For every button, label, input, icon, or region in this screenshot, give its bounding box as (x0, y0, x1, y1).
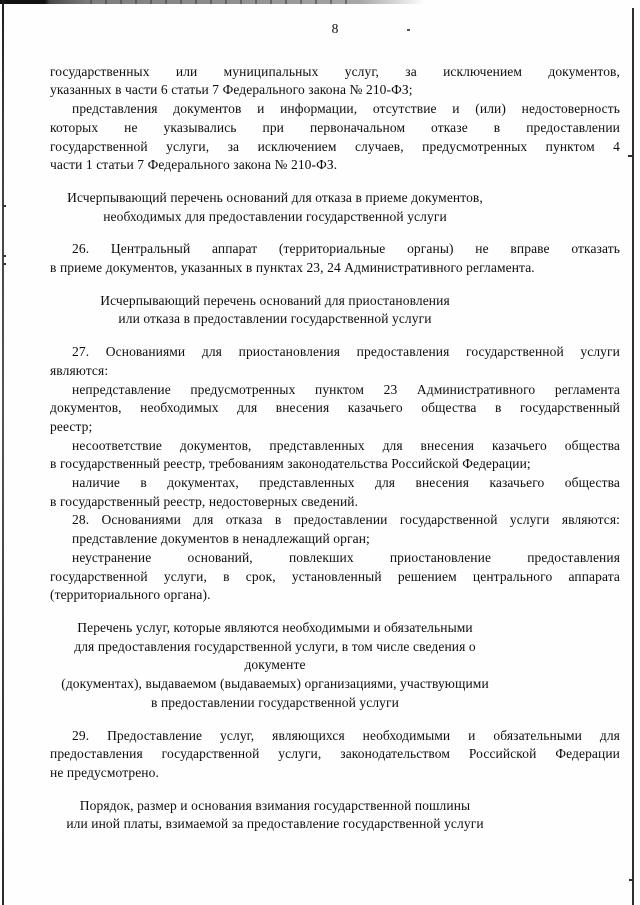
paragraph-line: в приеме документов, указанных в пунктах 23, 24 Административного регламента. (50, 260, 535, 276)
paragraph-line: в государственный реестр, недостоверных сведений. (50, 493, 359, 509)
body-paragraph (50, 343, 620, 380)
paragraph-line: являются: (50, 362, 109, 378)
paragraph-line: в государственный реестр, требованиям законодательства Российской Федерации; (50, 456, 531, 472)
section-heading (50, 619, 500, 713)
body-paragraph (50, 240, 620, 277)
heading-line: Перечень услуг, которые являются необходимыми и обязательными (77, 619, 473, 635)
body-paragraph (50, 549, 620, 605)
paragraph-line: наличие в документах, представленных для внесения казачьего общества (72, 475, 620, 491)
body-paragraph (50, 437, 620, 474)
section-heading (50, 292, 500, 329)
heading-line: или иной платы, взимаемой за предоставление государственной услуги (66, 816, 484, 832)
paragraph-line: не предусмотрено. (50, 764, 159, 780)
paragraph-line: несоответствие документов, представленных для внесения казачьего общества (72, 437, 620, 453)
body-paragraph (50, 530, 620, 549)
paragraph-line: 29. Предоставление услуг, являющихся необходимыми и обязательными для (72, 727, 620, 743)
heading-line: Порядок, размер и основания взимания государственной пошлины (79, 797, 471, 813)
body-paragraph (50, 727, 620, 783)
paragraph-line: непредставление предусмотренных пунктом 23 Административного регламента (72, 381, 620, 397)
paragraph-line: (территориального органа). (50, 587, 211, 603)
page-number: 8 (331, 21, 339, 36)
heading-line: в предоставлении государственной услуги (151, 694, 399, 710)
paragraph-line: 28. Основаниями для отказа в предоставлении государственной услуги являются: (72, 512, 620, 528)
body-paragraph (50, 63, 620, 100)
paragraph-line: документов, необходимых для внесения казачьего общества в государственный (50, 400, 620, 416)
body-paragraph (50, 511, 620, 530)
paragraph-line: государственной услуги, за исключением случаев, предусмотренных пунктом 4 (50, 138, 620, 154)
heading-line: Исчерпывающий перечень оснований для отказа в приеме документов, (67, 189, 483, 205)
section-heading (50, 189, 500, 226)
scan-notch (629, 879, 633, 881)
heading-line: необходимых для предоставлении государственной услуги (103, 208, 447, 224)
paragraph-line: государственной услуги, в срок, установленный решением центрального аппарата (50, 568, 620, 584)
page-content (50, 20, 620, 848)
heading-line: (документах), выдаваемом (выдаваемых) организациями, участвующими (61, 676, 489, 692)
scan-speck (3, 263, 6, 265)
paragraph-line: представление документов в ненадлежащий орган; (72, 531, 370, 547)
body-paragraph (50, 474, 620, 511)
scan-speck (3, 205, 6, 207)
paragraph-line: реестр; (50, 418, 93, 434)
paragraph-line: неустранение оснований, повлекших приостановление предоставления (72, 549, 620, 565)
scan-notch (628, 155, 633, 157)
heading-line: для предоставления государственной услуги, в том числе сведения о документе (74, 638, 476, 673)
paragraph-line: указанных в части 6 статьи 7 Федерального закона № 210-ФЗ; (50, 82, 413, 98)
paragraph-line: 27. Основаниями для приостановления предоставления государственной услуги (72, 344, 620, 360)
paragraph-line: представления документов и информации, отсутствие и (или) недостоверность (72, 101, 620, 117)
heading-line: Исчерпывающий перечень оснований для приостановления (100, 292, 450, 308)
section-heading (50, 797, 500, 834)
body-paragraph (50, 381, 620, 437)
scan-edge-left (2, 0, 4, 905)
paragraph-line: которых не указывались при первоначальном отказе в предоставлении (50, 119, 620, 135)
paragraph-line: государственных или муниципальных услуг, за исключением документов, (50, 63, 620, 79)
paragraph-line: предоставления государственной услуги, законодательством Российской Федерации (50, 746, 620, 762)
scan-edge-right (632, 8, 634, 905)
paragraph-line: части 1 статьи 7 Федерального закона № 210-ФЗ. (50, 157, 338, 173)
heading-line: или отказа в предоставлении государственной услуги (118, 311, 432, 327)
scan-edge-top-ticks (90, 0, 358, 4)
scan-speck (3, 255, 6, 257)
body-paragraph (50, 100, 620, 175)
paragraph-line: 26. Центральный аппарат (территориальные органы) не вправе отказать (72, 241, 620, 257)
